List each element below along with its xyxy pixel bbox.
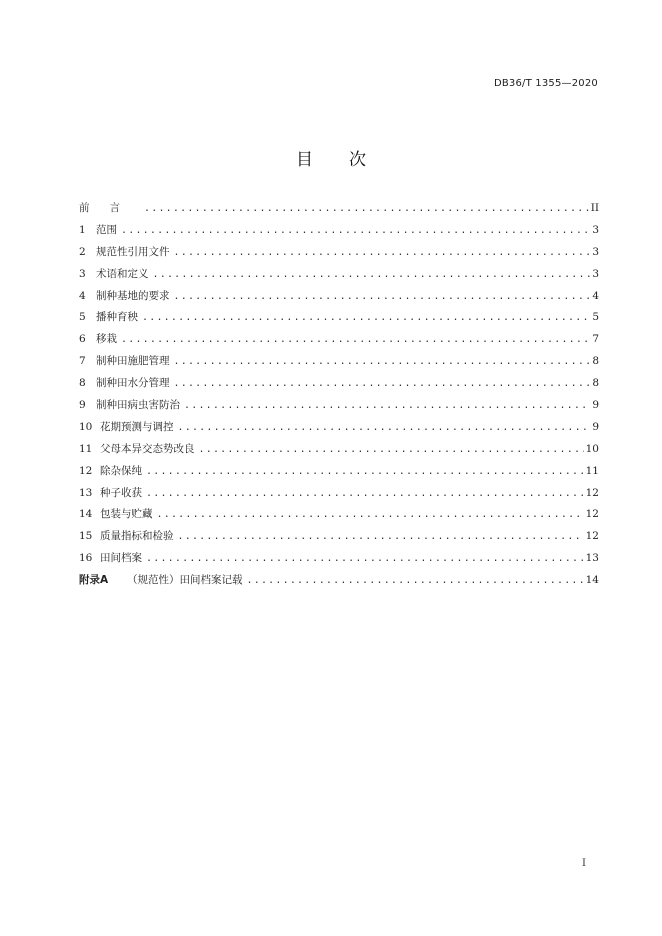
- toc-entry-number: 8: [79, 377, 86, 390]
- toc-entry-number: 10: [79, 420, 93, 433]
- toc-entry-title: 规范性引用文件: [96, 245, 170, 258]
- toc-entry-number: 15: [79, 530, 93, 543]
- toc-entry-16[interactable]: [79, 548, 599, 570]
- toc-entry-page: 7: [592, 333, 599, 346]
- toc-dot-leader: [247, 570, 584, 592]
- toc-dot-leader: [121, 220, 590, 242]
- toc-entry-title: 花期预测与调控: [100, 420, 174, 433]
- toc-entry-title: 范围: [96, 223, 117, 236]
- toc-dot-leader: [174, 286, 591, 308]
- toc-entry-number: 3: [79, 267, 86, 280]
- toc-entry-page: 3: [592, 245, 599, 258]
- toc-entry-15[interactable]: [79, 526, 599, 548]
- toc-dot-leader: [157, 504, 584, 526]
- toc-entry-title: 父母本异交态势改良: [100, 442, 195, 455]
- toc-entry-title: 移栽: [96, 333, 117, 346]
- toc-dot-leader: [142, 307, 590, 329]
- toc-entry-page: 13: [585, 552, 599, 565]
- toc-dot-leader: [174, 242, 591, 264]
- toc-entry-number: 9: [79, 399, 86, 412]
- toc-entry-number: 5: [79, 311, 86, 324]
- toc-dot-leader: [146, 461, 584, 483]
- toc-entry-2[interactable]: [79, 242, 599, 264]
- toc-dot-leader: [178, 526, 584, 548]
- toc-entry-page: 8: [592, 377, 599, 390]
- toc-entry-number: 7: [79, 355, 86, 368]
- toc-entry-page: 14: [585, 574, 599, 587]
- toc-dot-leader: [146, 548, 584, 570]
- toc-entry-page: 3: [592, 223, 599, 236]
- toc-entry-4[interactable]: [79, 286, 599, 308]
- toc-entry-number: 16: [79, 552, 93, 565]
- toc-entry-title: 田间档案: [100, 552, 142, 565]
- toc-entry-title: 制种田病虫害防治: [96, 399, 180, 412]
- toc-entry-12[interactable]: [79, 461, 599, 483]
- toc-dot-leader: [174, 351, 591, 373]
- page-title: [0, 145, 662, 170]
- title-char-right: 次: [349, 150, 366, 170]
- toc-entry-number: 6: [79, 333, 86, 346]
- toc-entry-3[interactable]: [79, 264, 599, 286]
- toc-entry-9[interactable]: [79, 395, 599, 417]
- toc-entry-page: 8: [592, 355, 599, 368]
- toc-dot-leader: [144, 198, 589, 220]
- toc-entry-number: 12: [79, 464, 93, 477]
- title-char-left: 目: [296, 150, 313, 170]
- toc-entry-appendix-a[interactable]: [79, 570, 599, 592]
- toc-entry-6[interactable]: [79, 329, 599, 351]
- toc-entry-number: 1: [79, 223, 86, 236]
- document-code: DB36/T 1355—2020: [493, 78, 598, 89]
- toc-dot-leader: [146, 483, 584, 505]
- toc-entry-title: 前言: [79, 202, 140, 214]
- toc-entry-number: 2: [79, 245, 86, 258]
- page-number: I: [582, 858, 586, 869]
- toc-entry-number: 14: [79, 508, 93, 521]
- toc-entry-title: 包装与贮藏: [100, 508, 153, 521]
- toc-entry-13[interactable]: [79, 483, 599, 505]
- toc-entry-title: 种子收获: [100, 486, 142, 499]
- toc-entry-page: 9: [592, 399, 599, 412]
- table-of-contents: [79, 198, 599, 592]
- toc-entry-10[interactable]: [79, 417, 599, 439]
- toc-entry-7[interactable]: [79, 351, 599, 373]
- toc-entry-title: 术语和定义: [96, 267, 149, 280]
- toc-entry-page: II: [590, 202, 599, 214]
- toc-entry-page: 12: [585, 530, 599, 543]
- toc-entry-page: 9: [592, 420, 599, 433]
- toc-dot-leader: [178, 417, 591, 439]
- toc-entry-title: 制种基地的要求: [96, 289, 170, 302]
- toc-entry-page: 4: [592, 289, 599, 302]
- toc-dot-leader: [174, 373, 591, 395]
- toc-entry-title: 播种育秧: [96, 311, 138, 324]
- toc-entry-page: 12: [585, 508, 599, 521]
- toc-dot-leader: [121, 329, 590, 351]
- toc-entry-title: （规范性）田间档案记载: [127, 574, 243, 587]
- toc-entry-title: 制种田水分管理: [96, 377, 170, 390]
- toc-dot-leader: [199, 439, 584, 461]
- toc-entry-title: 除杂保纯: [100, 464, 142, 477]
- toc-entry-number: 13: [79, 486, 93, 499]
- toc-entry-11[interactable]: [79, 439, 599, 461]
- toc-entry-1[interactable]: [79, 220, 599, 242]
- toc-dot-leader: [184, 395, 590, 417]
- toc-entry-number: 11: [79, 442, 93, 455]
- toc-entry-page: 10: [585, 442, 599, 455]
- toc-entry-number: 4: [79, 289, 86, 302]
- toc-entry-page: 11: [585, 464, 599, 477]
- toc-dot-leader: [153, 264, 591, 286]
- toc-entry-page: 3: [592, 267, 599, 280]
- toc-entry-14[interactable]: [79, 504, 599, 526]
- toc-entry-page: 12: [585, 486, 599, 499]
- toc-entry-title: 质量指标和检验: [100, 530, 174, 543]
- toc-entry-number: 附录A: [79, 574, 109, 587]
- toc-entry-5[interactable]: [79, 307, 599, 329]
- toc-entry-title: 制种田施肥管理: [96, 355, 170, 368]
- toc-entry-8[interactable]: [79, 373, 599, 395]
- toc-entry-preface[interactable]: [79, 198, 599, 220]
- toc-entry-page: 5: [592, 311, 599, 324]
